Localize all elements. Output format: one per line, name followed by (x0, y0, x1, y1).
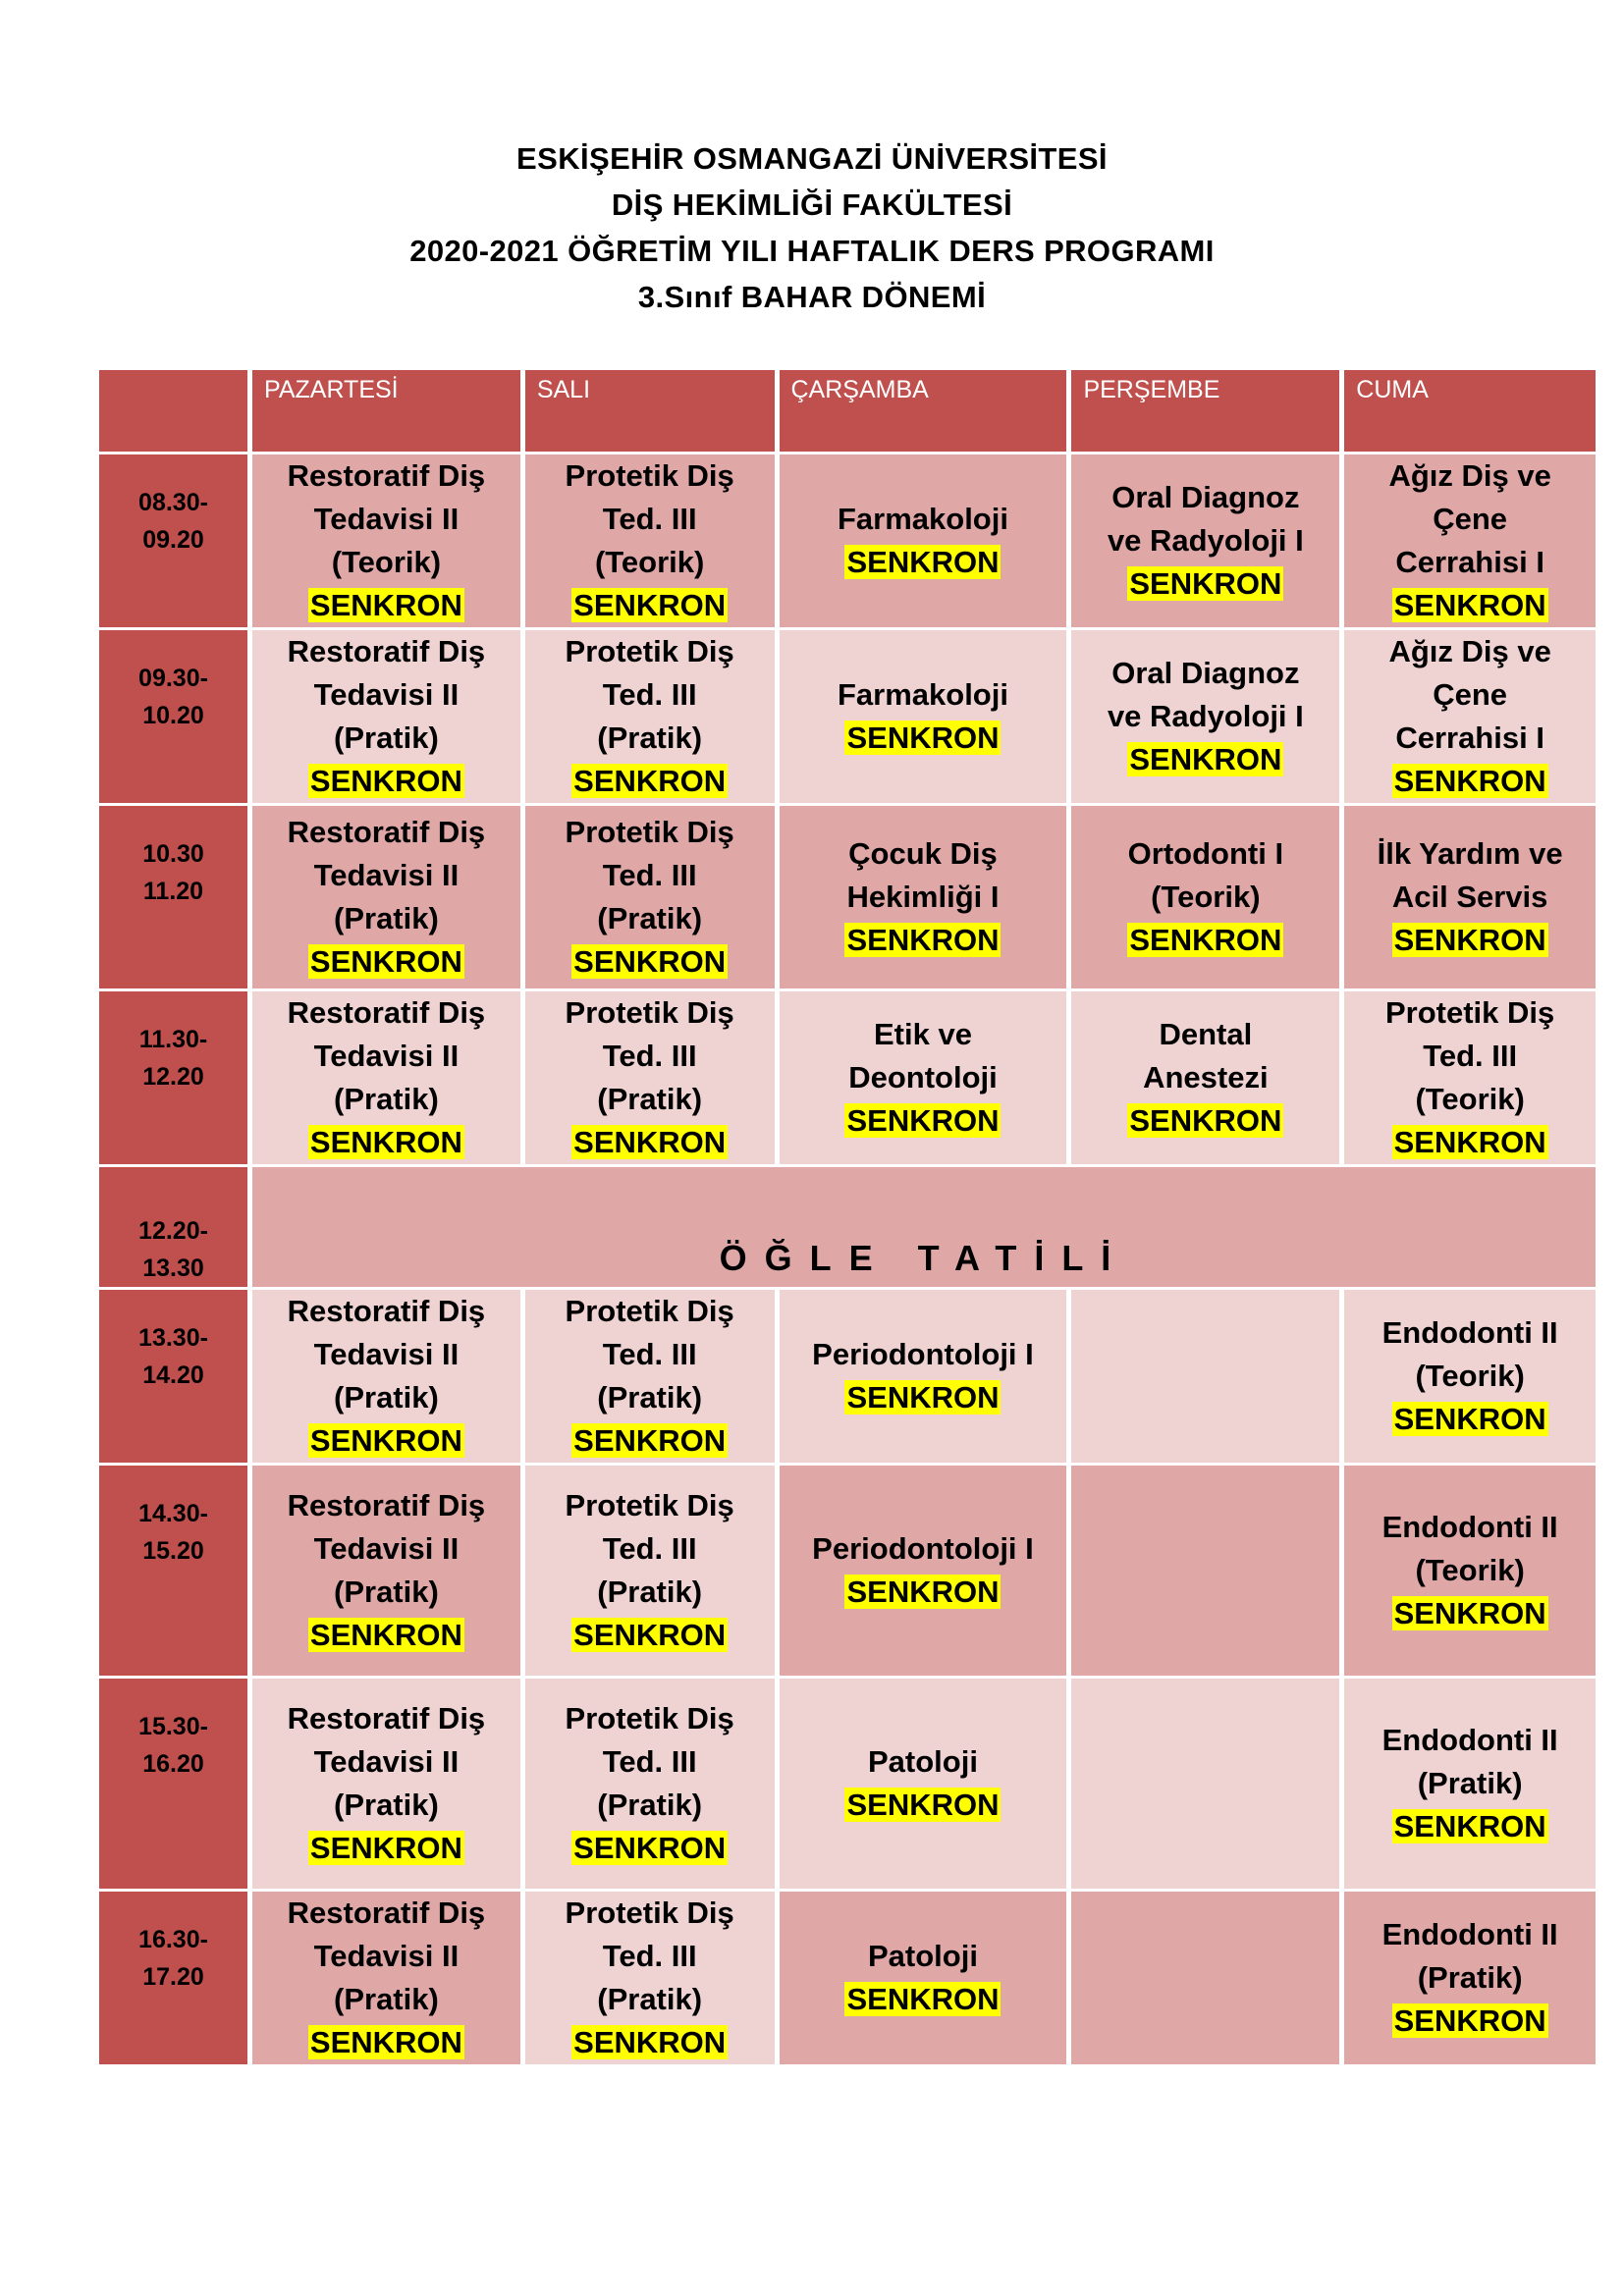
title-term: 3.Sınıf BAHAR DÖNEMİ (637, 280, 987, 314)
course-cell-thursday (1071, 806, 1339, 988)
sync-badge-wrapper (1344, 760, 1596, 803)
time-slot-text: 12.20- (138, 1217, 208, 1245)
course-name-line: (Pratik) (334, 1380, 439, 1415)
time-slot-text: 13.30- (138, 1324, 208, 1352)
course-name-line: Acil Servis (1391, 880, 1548, 914)
sync-badge-wrapper (252, 1121, 520, 1164)
time-slot-text: 14.20 (142, 1362, 204, 1389)
header-row (99, 370, 1596, 452)
course-name-line: Patoloji (868, 1744, 978, 1779)
course-name-line: Patoloji (868, 1939, 978, 1973)
course-name-line: Ted. III (602, 1337, 697, 1371)
sync-badge: SENKRON (309, 764, 462, 798)
sync-badge: SENKRON (1393, 923, 1546, 957)
course-cell-wednesday (780, 1290, 1067, 1463)
course-name-line: (Teorik) (1415, 1082, 1525, 1116)
course-name-line: Tedavisi II (313, 1939, 460, 1973)
day-header-wednesday: ÇARŞAMBA (780, 370, 1067, 452)
document-title (0, 135, 1624, 320)
sync-badge: SENKRON (309, 1125, 462, 1159)
course-name-line: Dental (1159, 1017, 1253, 1051)
course-name-line: Anestezi (1143, 1060, 1269, 1095)
course-cell-monday (252, 1679, 520, 1889)
course-name-line: (Teorik) (1415, 1359, 1525, 1393)
schedule-body (99, 454, 1596, 2064)
sync-badge-wrapper (780, 1099, 1067, 1143)
weekly-schedule-table (94, 367, 1600, 2067)
course-name-line: Cerrahisi I (1395, 721, 1544, 755)
time-slot-text: 11.20 (142, 878, 204, 905)
sync-badge: SENKRON (1129, 923, 1282, 957)
course-cell-monday (252, 630, 520, 803)
sync-badge: SENKRON (1393, 764, 1546, 798)
lunch-row (99, 1167, 1596, 1287)
course-cell-friday (1344, 1892, 1596, 2064)
sync-badge: SENKRON (846, 545, 1000, 579)
day-header-monday: PAZARTESİ (252, 370, 520, 452)
sync-badge-wrapper (1071, 738, 1339, 781)
course-name-line: Ted. III (602, 677, 697, 712)
course-cell-friday (1344, 991, 1596, 1164)
day-header-thursday: PERŞEMBE (1071, 370, 1339, 452)
course-name-line: Çene (1433, 677, 1508, 712)
schedule-row (99, 806, 1596, 988)
course-name-line: İlk Yardım ve (1377, 836, 1563, 871)
course-name-line: Restoratif Diş (287, 458, 486, 493)
course-name-line: (Pratik) (334, 1575, 439, 1609)
day-header-tuesday: SALI (525, 370, 775, 452)
sync-badge: SENKRON (573, 764, 727, 798)
course-name-line: Tedavisi II (313, 502, 460, 536)
course-name-line: Protetik Diş (565, 1488, 734, 1522)
course-name-line: Protetik Diş (565, 1701, 734, 1735)
course-name-line: Farmakoloji (837, 502, 1008, 536)
course-cell-friday (1344, 454, 1596, 627)
time-slot-text: 16.20 (142, 1750, 204, 1778)
sync-badge: SENKRON (573, 1125, 727, 1159)
course-cell-monday (252, 1466, 520, 1676)
time-slot-text: 10.30 (142, 840, 204, 868)
time-slot-cell (99, 1167, 247, 1287)
course-name-line: (Teorik) (1151, 880, 1261, 914)
course-name-line: (Pratik) (334, 901, 439, 935)
course-name-line: Tedavisi II (313, 1744, 460, 1779)
title-faculty: DİŞ HEKİMLİĞİ FAKÜLTESİ (611, 187, 1013, 222)
course-cell-monday (252, 1290, 520, 1463)
course-name-line: Tedavisi II (313, 858, 460, 892)
sync-badge: SENKRON (309, 1423, 462, 1458)
course-cell-thursday (1071, 1892, 1339, 2064)
sync-badge-wrapper (1344, 1805, 1596, 1848)
sync-badge: SENKRON (1393, 588, 1546, 622)
sync-badge: SENKRON (846, 923, 1000, 957)
course-name-line: Farmakoloji (837, 677, 1008, 712)
course-name-line: Hekimliği I (846, 880, 1000, 914)
course-name-line: (Pratik) (597, 721, 703, 755)
sync-badge-wrapper (1071, 1099, 1339, 1143)
course-name-line: Protetik Diş (565, 815, 734, 849)
time-slot-text: 12.20 (142, 1063, 204, 1091)
course-cell-friday (1344, 1679, 1596, 1889)
time-slot-text: 10.20 (142, 702, 204, 729)
course-cell-tuesday (525, 630, 775, 803)
course-name-line: Oral Diagnoz (1111, 480, 1300, 514)
sync-badge: SENKRON (309, 1831, 462, 1865)
course-name-line: Ted. III (602, 1744, 697, 1779)
course-cell-wednesday (780, 630, 1067, 803)
schedule-row (99, 630, 1596, 803)
course-cell-monday (252, 991, 520, 1164)
course-name-line: Protetik Diş (1384, 995, 1555, 1030)
course-name-line: Endodonti II (1381, 1510, 1558, 1544)
sync-badge: SENKRON (309, 2025, 462, 2059)
course-cell-wednesday (780, 1892, 1067, 2064)
schedule-row (99, 991, 1596, 1164)
sync-badge-wrapper (252, 584, 520, 627)
course-cell-tuesday (525, 1466, 775, 1676)
sync-badge-wrapper (1344, 1592, 1596, 1635)
sync-badge-wrapper (780, 919, 1067, 962)
sync-badge-wrapper (525, 584, 775, 627)
time-slot-text: 08.30- (138, 489, 208, 516)
course-cell-tuesday (525, 1892, 775, 2064)
sync-badge-wrapper (1344, 1121, 1596, 1164)
sync-badge-wrapper (252, 760, 520, 803)
course-cell-friday (1344, 630, 1596, 803)
course-cell-thursday (1071, 1679, 1339, 1889)
course-cell-thursday (1071, 1466, 1339, 1676)
corner-cell (99, 370, 247, 452)
course-name-line: Ağız Diş ve (1388, 458, 1551, 493)
course-cell-thursday (1071, 991, 1339, 1164)
sync-badge-wrapper (252, 1614, 520, 1657)
course-name-line: Etik ve (874, 1017, 972, 1051)
time-slot-text: 13.30 (142, 1255, 204, 1282)
course-name-line: Tedavisi II (313, 677, 460, 712)
schedule-row (99, 1290, 1596, 1463)
course-name-line: ve Radyoloji I (1107, 523, 1304, 558)
course-cell-friday (1344, 1290, 1596, 1463)
course-cell-thursday (1071, 1290, 1339, 1463)
course-cell-monday (252, 1892, 520, 2064)
course-name-line: Protetik Diş (565, 634, 734, 668)
sync-badge-wrapper (1071, 919, 1339, 962)
course-name-line: Protetik Diş (565, 1294, 734, 1328)
course-name-line: (Pratik) (597, 901, 703, 935)
course-name-line: (Pratik) (334, 1082, 439, 1116)
sync-badge-wrapper (525, 2021, 775, 2064)
sync-badge-wrapper (780, 1784, 1067, 1827)
sync-badge: SENKRON (1393, 1809, 1546, 1843)
course-cell-wednesday (780, 454, 1067, 627)
course-name-line: Restoratif Diş (287, 1701, 486, 1735)
course-cell-monday (252, 806, 520, 988)
course-name-line: Ted. III (1423, 1039, 1518, 1073)
course-name-line: (Pratik) (334, 1982, 439, 2016)
time-slot-text: 14.30- (138, 1500, 208, 1527)
sync-badge: SENKRON (1129, 1103, 1282, 1138)
course-name-line: Endodonti II (1381, 1315, 1558, 1350)
course-name-line: Protetik Diş (565, 458, 734, 493)
sync-badge-wrapper (1344, 584, 1596, 627)
course-name-line: Deontoloji (848, 1060, 998, 1095)
sync-badge-wrapper (780, 1978, 1067, 2021)
sync-badge-wrapper (780, 717, 1067, 760)
course-name-line: Restoratif Diş (287, 995, 486, 1030)
sync-badge-wrapper (780, 541, 1067, 584)
course-name-line: (Teorik) (594, 545, 705, 579)
course-name-line: Tedavisi II (313, 1337, 460, 1371)
sync-badge-wrapper (1071, 562, 1339, 606)
sync-badge-wrapper (1344, 919, 1596, 962)
course-name-line: Restoratif Diş (287, 815, 486, 849)
course-name-line: Periodontoloji I (812, 1337, 1034, 1371)
course-name-line: Ted. III (602, 1531, 697, 1566)
time-slot-cell (99, 454, 247, 627)
sync-badge: SENKRON (846, 1788, 1000, 1822)
course-name-line: Protetik Diş (565, 995, 734, 1030)
course-name-line: (Pratik) (597, 1982, 703, 2016)
course-cell-thursday (1071, 630, 1339, 803)
sync-badge-wrapper (780, 1571, 1067, 1614)
sync-badge: SENKRON (1129, 742, 1282, 776)
schedule-row (99, 1892, 1596, 2064)
time-slot-cell (99, 806, 247, 988)
course-cell-wednesday (780, 806, 1067, 988)
sync-badge-wrapper (252, 1419, 520, 1463)
sync-badge-wrapper (525, 1121, 775, 1164)
course-name-line: Restoratif Diş (287, 1294, 486, 1328)
course-cell-tuesday (525, 991, 775, 1164)
time-slot-cell (99, 1466, 247, 1676)
course-name-line: (Pratik) (597, 1575, 703, 1609)
course-name-line: Çocuk Diş (848, 836, 998, 871)
time-slot-cell (99, 1679, 247, 1889)
course-name-line: Endodonti II (1381, 1917, 1558, 1951)
course-cell-wednesday (780, 1679, 1067, 1889)
course-name-line: Periodontoloji I (812, 1531, 1034, 1566)
course-cell-wednesday (780, 1466, 1067, 1676)
course-name-line: (Pratik) (334, 1788, 439, 1822)
course-name-line: Ağız Diş ve (1388, 634, 1551, 668)
course-name-line: Oral Diagnoz (1111, 656, 1300, 690)
course-cell-tuesday (525, 454, 775, 627)
course-cell-tuesday (525, 1290, 775, 1463)
course-name-line: Çene (1433, 502, 1508, 536)
sync-badge: SENKRON (846, 1380, 1000, 1415)
course-name-line: Protetik Diş (565, 1896, 734, 1930)
course-name-line: Restoratif Diş (287, 634, 486, 668)
sync-badge: SENKRON (309, 1618, 462, 1652)
sync-badge-wrapper (252, 1827, 520, 1870)
time-slot-text: 09.30- (138, 665, 208, 692)
course-name-line: Restoratif Diş (287, 1488, 486, 1522)
schedule-row (99, 1679, 1596, 1889)
sync-badge-wrapper (525, 1614, 775, 1657)
day-header-friday: CUMA (1344, 370, 1596, 452)
course-name-line: Ted. III (602, 502, 697, 536)
course-name-line: (Pratik) (1417, 1960, 1523, 1995)
sync-badge: SENKRON (846, 721, 1000, 755)
course-cell-thursday (1071, 454, 1339, 627)
title-program: 2020-2021 ÖĞRETİM YILI HAFTALIK DERS PROGRAMI (409, 234, 1215, 268)
time-slot-text: 15.30- (138, 1713, 208, 1740)
course-name-line: Endodonti II (1381, 1723, 1558, 1757)
sync-badge: SENKRON (573, 1423, 727, 1458)
sync-badge-wrapper (525, 940, 775, 984)
sync-badge-wrapper (1344, 1398, 1596, 1441)
sync-badge: SENKRON (573, 588, 727, 622)
course-name-line: (Teorik) (331, 545, 442, 579)
sync-badge-wrapper (525, 760, 775, 803)
course-cell-wednesday (780, 991, 1067, 1164)
sync-badge: SENKRON (846, 1575, 1000, 1609)
sync-badge: SENKRON (1393, 2003, 1546, 2038)
course-name-line: Tedavisi II (313, 1039, 460, 1073)
time-slot-text: 09.20 (142, 526, 204, 554)
course-name-line: (Teorik) (1415, 1553, 1525, 1587)
course-name-line: Ted. III (602, 1939, 697, 1973)
title-university: ESKİŞEHİR OSMANGAZİ ÜNİVERSİTESİ (516, 141, 1108, 176)
sync-badge: SENKRON (309, 588, 462, 622)
sync-badge: SENKRON (846, 1103, 1000, 1138)
course-name-line: (Pratik) (597, 1082, 703, 1116)
sync-badge: SENKRON (1129, 566, 1282, 601)
course-name-line: Restoratif Diş (287, 1896, 486, 1930)
sync-badge: SENKRON (573, 1831, 727, 1865)
course-name-line: Tedavisi II (313, 1531, 460, 1566)
time-slot-text: 17.20 (142, 1963, 204, 1991)
sync-badge: SENKRON (1393, 1402, 1546, 1436)
course-cell-monday (252, 454, 520, 627)
sync-badge: SENKRON (573, 1618, 727, 1652)
course-name-line: (Pratik) (597, 1380, 703, 1415)
course-cell-tuesday (525, 1679, 775, 1889)
time-slot-text: 16.30- (138, 1926, 208, 1953)
course-name-line: Ted. III (602, 1039, 697, 1073)
sync-badge: SENKRON (573, 2025, 727, 2059)
sync-badge-wrapper (252, 940, 520, 984)
course-cell-friday (1344, 1466, 1596, 1676)
course-name-line: Ted. III (602, 858, 697, 892)
time-slot-cell (99, 1892, 247, 2064)
sync-badge-wrapper (252, 2021, 520, 2064)
sync-badge: SENKRON (573, 944, 727, 979)
course-name-line: Ortodonti I (1127, 836, 1284, 871)
course-cell-friday (1344, 806, 1596, 988)
time-slot-cell (99, 630, 247, 803)
time-slot-cell (99, 991, 247, 1164)
schedule-row (99, 454, 1596, 627)
sync-badge-wrapper (780, 1376, 1067, 1419)
time-slot-cell (99, 1290, 247, 1463)
course-cell-tuesday (525, 806, 775, 988)
course-name-line: (Pratik) (597, 1788, 703, 1822)
sync-badge: SENKRON (1393, 1596, 1546, 1630)
time-slot-text: 11.30- (138, 1026, 208, 1053)
sync-badge-wrapper (525, 1419, 775, 1463)
sync-badge: SENKRON (846, 1982, 1000, 2016)
schedule-row (99, 1466, 1596, 1676)
sync-badge-wrapper (1344, 2000, 1596, 2043)
sync-badge: SENKRON (309, 944, 462, 979)
sync-badge: SENKRON (1393, 1125, 1546, 1159)
sync-badge-wrapper (525, 1827, 775, 1870)
course-name-line: (Pratik) (1417, 1766, 1523, 1800)
lunch-break-label: ÖĞLE TATİLİ (252, 1167, 1596, 1287)
course-name-line: Cerrahisi I (1395, 545, 1544, 579)
course-name-line: (Pratik) (334, 721, 439, 755)
time-slot-text: 15.20 (142, 1537, 204, 1565)
course-name-line: ve Radyoloji I (1107, 699, 1304, 733)
